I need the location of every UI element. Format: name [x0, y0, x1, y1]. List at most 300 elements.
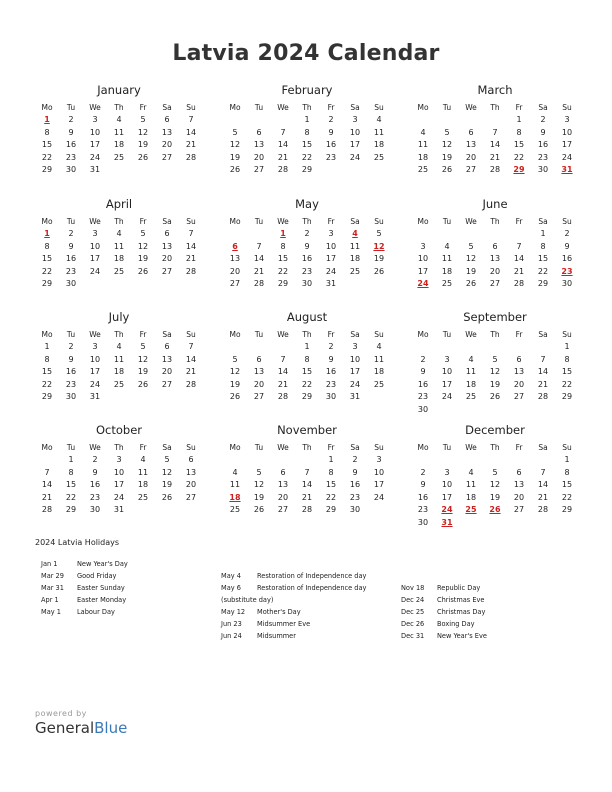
day-cell: 26 [137, 152, 149, 162]
weekday-label: Mo [41, 103, 53, 112]
week-row [35, 467, 203, 480]
day-cell: 7 [280, 127, 286, 137]
day-cell: 12 [465, 254, 477, 263]
day-cell: 9 [564, 241, 570, 251]
day-cell: 6 [164, 115, 170, 124]
month-name: April [105, 197, 133, 211]
holiday-entry [401, 582, 487, 594]
holiday-day-cell: 24 [441, 505, 453, 514]
day-cell: 6 [256, 354, 262, 364]
weekday-label: Fr [515, 330, 523, 339]
day-cell: 13 [253, 140, 265, 149]
week-row [411, 492, 579, 505]
day-cell: 8 [304, 354, 310, 364]
weekday-label: Sa [350, 217, 360, 226]
day-cell: 29 [301, 165, 313, 174]
weekday-label: We [465, 103, 477, 112]
weekday-label: Mo [229, 217, 241, 226]
weekday-label: Fr [327, 330, 335, 339]
weekday-label: Th [114, 103, 124, 112]
day-cell: 25 [113, 379, 125, 389]
day-cell: 1 [540, 229, 546, 238]
weekday-header [411, 442, 579, 454]
week-row [411, 504, 579, 517]
day-cell: 10 [113, 467, 125, 477]
day-cell: 16 [349, 480, 361, 489]
empty-cell [179, 278, 203, 291]
month-march [411, 82, 579, 177]
day-cell: 5 [140, 229, 146, 238]
holiday-name: Midsummer Eve [257, 620, 311, 628]
week-row [35, 278, 203, 291]
weekday-label: Mo [41, 443, 53, 452]
day-cell: 28 [537, 505, 549, 514]
day-cell: 2 [328, 342, 334, 351]
day-cell: 18 [441, 266, 453, 276]
day-cell: 29 [301, 392, 313, 401]
day-cell: 30 [537, 165, 549, 174]
empty-cell [459, 341, 483, 354]
brand-first: General [35, 719, 95, 737]
weekday-label: Tu [442, 103, 452, 112]
weekday-label: Tu [254, 443, 264, 452]
day-cell: 5 [140, 115, 146, 124]
day-cell: 27 [253, 392, 265, 401]
day-cell: 25 [373, 152, 385, 162]
day-cell: 26 [489, 392, 501, 401]
day-cell: 23 [417, 505, 429, 514]
day-cell: 17 [325, 254, 337, 263]
day-cell: 27 [161, 152, 173, 162]
weekday-label: We [89, 330, 101, 339]
holiday-day-cell: 29 [513, 165, 525, 174]
day-cell: 14 [489, 140, 501, 149]
month-name: September [463, 310, 527, 324]
day-cell: 27 [185, 492, 197, 502]
day-cell: 31 [325, 279, 337, 288]
weekday-label: Su [562, 217, 572, 226]
day-cell: 29 [41, 279, 53, 288]
day-cell: 11 [137, 467, 149, 477]
holiday-entry [221, 606, 366, 618]
holiday-date: Dec 24 [401, 596, 425, 604]
day-cell: 20 [253, 152, 265, 162]
day-cell: 16 [65, 140, 77, 149]
day-cell: 18 [373, 367, 385, 376]
weekday-label: Mo [229, 443, 241, 452]
weekday-label: Mo [417, 217, 429, 226]
weekday-label: We [89, 443, 101, 452]
holiday-day-cell: 1 [280, 229, 286, 238]
weekday-header [35, 216, 203, 228]
day-cell: 16 [325, 367, 337, 376]
day-cell: 30 [65, 392, 77, 401]
weekday-header [411, 102, 579, 114]
day-cell: 11 [113, 241, 125, 251]
day-cell: 18 [113, 140, 125, 149]
day-cell: 23 [325, 152, 337, 162]
weekday-label: We [89, 103, 101, 112]
day-cell: 12 [489, 367, 501, 376]
day-cell: 22 [41, 266, 53, 276]
day-cell: 27 [161, 266, 173, 276]
day-cell: 5 [376, 229, 382, 238]
day-cell: 28 [185, 266, 197, 276]
day-cell: 19 [161, 480, 173, 489]
week-row [35, 164, 203, 177]
holidays-heading: 2024 Latvia Holidays [35, 538, 120, 547]
day-cell: 19 [373, 254, 385, 263]
week-row [223, 341, 391, 354]
weekday-label: Th [302, 217, 312, 226]
empty-cell [247, 228, 271, 241]
week-row [223, 479, 391, 492]
holiday-entry [221, 630, 366, 642]
week-row [223, 467, 391, 480]
day-cell: 15 [41, 254, 53, 263]
holiday-name: (substitute day) [221, 596, 274, 604]
empty-cell [247, 114, 271, 127]
day-cell: 28 [277, 392, 289, 401]
weekday-label: Th [490, 443, 500, 452]
day-cell: 15 [561, 367, 573, 376]
day-cell: 8 [304, 127, 310, 137]
day-cell: 7 [516, 241, 522, 251]
day-cell: 7 [492, 127, 498, 137]
weekday-label: Th [490, 330, 500, 339]
weekday-label: We [465, 217, 477, 226]
holiday-day-cell: 25 [465, 505, 477, 514]
day-cell: 20 [513, 379, 525, 389]
empty-cell [295, 454, 319, 467]
day-cell: 28 [185, 152, 197, 162]
brand-second: Blue [94, 719, 128, 737]
day-cell: 24 [441, 392, 453, 401]
day-cell: 4 [376, 342, 382, 351]
day-cell: 7 [44, 467, 50, 477]
day-cell: 15 [277, 254, 289, 263]
week-row [411, 479, 579, 492]
day-cell: 21 [185, 140, 197, 149]
empty-cell [131, 391, 155, 404]
month-name: March [477, 83, 513, 97]
holiday-date: Jun 24 [221, 632, 242, 640]
day-cell: 28 [185, 379, 197, 389]
holiday-entry [41, 570, 128, 582]
day-cell: 6 [164, 229, 170, 238]
day-cell: 30 [417, 404, 429, 414]
empty-cell [367, 504, 391, 517]
day-cell: 10 [89, 354, 101, 364]
day-cell: 24 [113, 492, 125, 502]
day-cell: 14 [185, 354, 197, 364]
powered-by-text: powered by [35, 709, 87, 718]
day-cell: 8 [328, 467, 334, 477]
day-cell: 25 [113, 266, 125, 276]
week-row [35, 391, 203, 404]
day-cell: 5 [444, 127, 450, 137]
day-cell: 27 [229, 279, 241, 288]
day-cell: 5 [468, 241, 474, 251]
day-cell: 19 [137, 254, 149, 263]
day-cell: 7 [188, 229, 194, 238]
holiday-day-cell: 12 [373, 241, 385, 251]
weekday-label: Sa [538, 217, 548, 226]
day-cell: 15 [65, 480, 77, 489]
day-cell: 21 [489, 152, 501, 162]
week-row [35, 241, 203, 254]
holiday-name: Labour Day [77, 608, 115, 616]
day-cell: 23 [417, 392, 429, 401]
day-cell: 10 [441, 367, 453, 376]
day-cell: 21 [513, 266, 525, 276]
empty-cell [155, 164, 179, 177]
empty-cell [271, 341, 295, 354]
empty-cell [483, 228, 507, 241]
day-cell: 16 [537, 140, 549, 149]
week-row [411, 139, 579, 152]
day-cell: 21 [253, 266, 265, 276]
day-cell: 7 [188, 115, 194, 124]
holiday-date: Mar 31 [41, 584, 64, 592]
holiday-column [41, 558, 128, 618]
empty-cell [343, 278, 367, 291]
holiday-name: Republic Day [437, 584, 481, 592]
month-may [223, 196, 391, 291]
day-cell: 22 [513, 152, 525, 162]
day-cell: 27 [513, 392, 525, 401]
day-cell: 13 [185, 467, 197, 477]
day-cell: 20 [161, 140, 173, 149]
day-cell: 16 [417, 492, 429, 502]
day-cell: 11 [349, 241, 361, 251]
day-cell: 31 [89, 392, 101, 401]
day-cell: 5 [492, 354, 498, 364]
month-september [411, 309, 579, 416]
week-row [223, 379, 391, 392]
day-cell: 26 [137, 379, 149, 389]
empty-cell [555, 404, 579, 417]
day-cell: 23 [89, 492, 101, 502]
day-cell: 27 [277, 505, 289, 514]
day-cell: 1 [68, 455, 74, 464]
empty-cell [459, 228, 483, 241]
day-cell: 1 [44, 342, 50, 351]
week-row [411, 517, 579, 530]
day-cell: 7 [304, 467, 310, 477]
empty-cell [435, 228, 459, 241]
holiday-date: May 4 [221, 572, 241, 580]
day-cell: 3 [376, 455, 382, 464]
day-cell: 20 [229, 266, 241, 276]
holiday-date: Mar 29 [41, 572, 64, 580]
weekday-label: Su [562, 330, 572, 339]
week-row [411, 164, 579, 177]
empty-cell [483, 114, 507, 127]
day-cell: 16 [89, 480, 101, 489]
day-cell: 4 [420, 127, 426, 137]
day-cell: 3 [564, 115, 570, 124]
weekday-label: Sa [162, 330, 172, 339]
day-cell: 17 [113, 480, 125, 489]
day-cell: 9 [68, 354, 74, 364]
day-cell: 28 [489, 165, 501, 174]
holiday-day-cell: 23 [561, 266, 573, 276]
holiday-day-cell: 4 [352, 229, 358, 238]
month-january [35, 82, 203, 177]
weekday-label: Su [374, 443, 384, 452]
day-cell: 9 [92, 467, 98, 477]
empty-cell [179, 391, 203, 404]
weekday-label: We [465, 330, 477, 339]
day-cell: 6 [468, 127, 474, 137]
day-cell: 19 [137, 367, 149, 376]
weekday-label: Sa [538, 103, 548, 112]
day-cell: 30 [325, 392, 337, 401]
day-cell: 12 [441, 140, 453, 149]
day-cell: 24 [89, 152, 101, 162]
day-cell: 19 [229, 152, 241, 162]
empty-cell [459, 517, 483, 530]
day-cell: 26 [253, 505, 265, 514]
day-cell: 22 [41, 379, 53, 389]
empty-cell [435, 454, 459, 467]
weekday-label: Sa [538, 330, 548, 339]
day-cell: 13 [161, 241, 173, 251]
day-cell: 2 [564, 229, 570, 238]
month-december [411, 422, 579, 529]
day-cell: 1 [328, 455, 334, 464]
day-cell: 23 [65, 152, 77, 162]
day-cell: 6 [164, 342, 170, 351]
day-cell: 18 [465, 379, 477, 389]
day-cell: 12 [229, 140, 241, 149]
day-cell: 3 [328, 229, 334, 238]
day-cell: 29 [41, 165, 53, 174]
day-cell: 27 [513, 505, 525, 514]
day-cell: 21 [185, 367, 197, 376]
day-cell: 17 [89, 254, 101, 263]
empty-cell [271, 454, 295, 467]
day-cell: 1 [304, 115, 310, 124]
day-cell: 14 [41, 480, 53, 489]
day-cell: 27 [253, 165, 265, 174]
week-row [35, 379, 203, 392]
day-cell: 2 [68, 229, 74, 238]
weekday-label: Th [302, 443, 312, 452]
day-cell: 24 [373, 492, 385, 502]
weekday-label: Sa [162, 217, 172, 226]
day-cell: 6 [492, 241, 498, 251]
day-cell: 11 [465, 367, 477, 376]
weekday-label: Fr [327, 443, 335, 452]
holiday-day-cell: 31 [441, 517, 453, 527]
week-row [35, 366, 203, 379]
holiday-date: Nov 18 [401, 584, 425, 592]
holiday-column [221, 570, 366, 642]
week-row [35, 504, 203, 517]
day-cell: 23 [325, 379, 337, 389]
weekday-label: We [465, 443, 477, 452]
day-cell: 3 [92, 229, 98, 238]
week-row [223, 139, 391, 152]
week-row [223, 127, 391, 140]
day-cell: 10 [325, 241, 337, 251]
week-row [223, 253, 391, 266]
day-cell: 11 [229, 480, 241, 489]
day-cell: 18 [113, 254, 125, 263]
day-cell: 14 [185, 241, 197, 251]
day-cell: 2 [352, 455, 358, 464]
day-cell: 20 [277, 492, 289, 502]
holiday-date: Dec 25 [401, 608, 425, 616]
week-row [411, 354, 579, 367]
day-cell: 16 [561, 254, 573, 263]
holiday-date: Jan 1 [41, 560, 58, 568]
week-row [223, 114, 391, 127]
weekday-label: Tu [66, 443, 76, 452]
day-cell: 18 [417, 152, 429, 162]
day-cell: 23 [537, 152, 549, 162]
weekday-label: Fr [139, 330, 147, 339]
empty-cell [367, 278, 391, 291]
weekday-label: We [89, 217, 101, 226]
day-cell: 21 [277, 379, 289, 389]
weekday-label: Su [186, 103, 196, 112]
empty-cell [223, 454, 247, 467]
day-cell: 21 [277, 152, 289, 162]
day-cell: 3 [352, 115, 358, 124]
empty-cell [507, 454, 531, 467]
day-cell: 6 [516, 467, 522, 477]
day-cell: 23 [349, 492, 361, 502]
week-row [411, 114, 579, 127]
month-name: December [465, 423, 525, 437]
weekday-label: We [277, 330, 289, 339]
holiday-entry [221, 570, 366, 582]
empty-cell [247, 454, 271, 467]
day-cell: 16 [301, 254, 313, 263]
day-cell: 16 [417, 379, 429, 389]
weekday-header [35, 442, 203, 454]
day-cell: 11 [113, 127, 125, 137]
empty-cell [223, 114, 247, 127]
holiday-entry [401, 594, 487, 606]
month-june [411, 196, 579, 291]
empty-cell [411, 341, 435, 354]
empty-cell [459, 114, 483, 127]
week-row [411, 266, 579, 279]
page-title: Latvia 2024 Calendar [172, 41, 440, 66]
month-name: June [482, 197, 508, 211]
day-cell: 27 [489, 279, 501, 288]
day-cell: 30 [65, 279, 77, 288]
holiday-day-cell: 31 [561, 165, 573, 174]
month-name: February [281, 83, 333, 97]
day-cell: 11 [373, 127, 385, 137]
empty-cell [483, 341, 507, 354]
day-cell: 2 [328, 115, 334, 124]
week-row [411, 404, 579, 417]
month-name: October [95, 423, 143, 437]
week-row [223, 504, 391, 517]
day-cell: 22 [561, 379, 573, 389]
day-cell: 25 [417, 165, 429, 174]
weekday-label: Mo [41, 217, 53, 226]
day-cell: 3 [420, 241, 426, 251]
empty-cell [411, 228, 435, 241]
holiday-name: Boxing Day [437, 620, 475, 628]
